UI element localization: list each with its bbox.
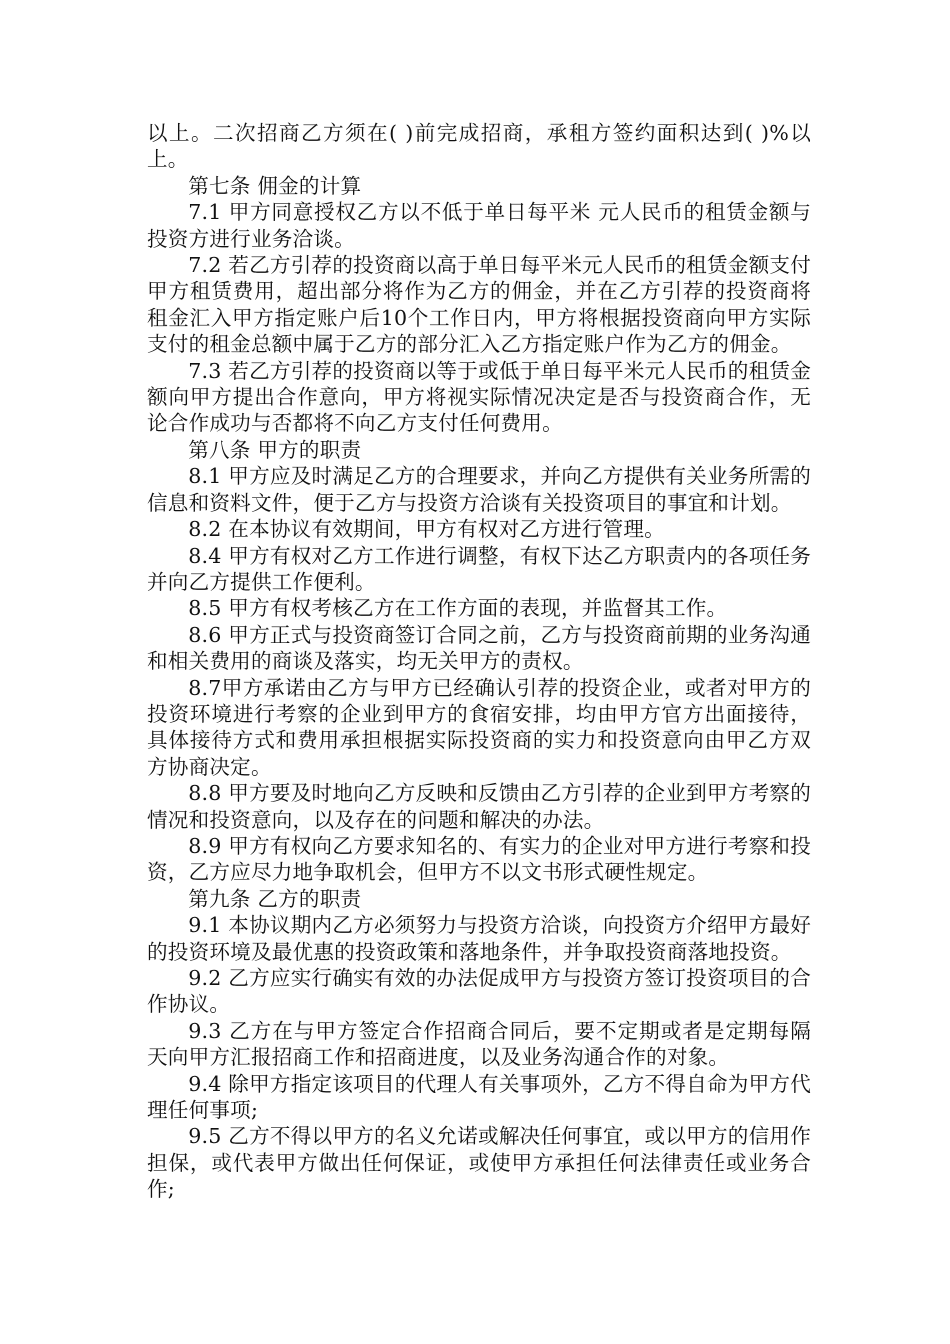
clause-8-1: 8.1 甲方应及时满足乙方的合理要求，并向乙方提供有关业务所需的信息和资料文件，便于乙方与投资方洽谈有关投资项目的事宜和计划。 xyxy=(147,464,811,515)
clause-9-2: 9.2 乙方应实行确实有效的办法促成甲方与投资方签订投资项目的合作协议。 xyxy=(147,966,811,1017)
clause-8-4: 8.4 甲方有权对乙方工作进行调整，有权下达乙方职责内的各项任务并向乙方提供工作便利。 xyxy=(147,543,811,594)
clause-8-7: 8.7甲方承诺由乙方与甲方已经确认引荐的投资企业，或者对甲方的投资环境进行考察的企业到甲方的食宿安排，均由甲方官方出面接待，具体接待方式和费用承担根据实际投资商的实力和投资意向由甲乙方双方协商决定。 xyxy=(147,675,811,779)
clause-8-5: 8.5 甲方有权考核乙方在工作方面的表现，并监督其工作。 xyxy=(188,596,728,621)
article-8-heading: 第八条 甲方的职责 xyxy=(188,437,362,462)
clause-8-2: 8.2 在本协议有效期间，甲方有权对乙方进行管理。 xyxy=(188,517,665,542)
clause-9-4: 9.4 除甲方指定该项目的代理人有关事项外，乙方不得自命为甲方代理任何事项; xyxy=(147,1071,811,1123)
clause-8-6: 8.6 甲方正式与投资商签订合同之前，乙方与投资商前期的业务沟通和相关费用的商谈及落实，均无关甲方的责权。 xyxy=(147,622,811,674)
clause-9-3: 9.3 乙方在与甲方签定合作招商合同后，要不定期或者是定期每隔 天向甲方汇报招商工作和招商进度，以及业务沟通合作的对象。 xyxy=(147,1018,811,1070)
clause-7-1: 7.1 甲方同意授权乙方以不低于单日每平米 元人民币的租赁金额与投资方进行业务洽谈。 xyxy=(147,200,811,251)
document-body xyxy=(147,120,811,1203)
clause-9-1: 9.1 本协议期内乙方必须努力与投资方洽谈，向投资方介绍甲方最好的投资环境及最优惠的投资政策和落地条件，并争取投资商落地投资。 xyxy=(147,913,811,964)
article-9-heading: 第九条 乙方的职责 xyxy=(188,886,362,911)
clause-7-2: 7.2 若乙方引荐的投资商以高于单日每平米元人民币的租赁金额支付甲方租赁费用，超出部分将作为乙方的佣金，并在乙方引荐的投资商将租金汇入甲方指定账户后10个工作日内，甲方将根据投资商向甲方实际支付的租金总额中属于乙方的部分汇入乙方指定账户作为乙方的佣金。 xyxy=(147,253,811,357)
article-7-heading: 第七条 佣金的计算 xyxy=(188,173,362,198)
clause-8-9: 8.9 甲方有权向乙方要求知名的、有实力的企业对甲方进行考察和投资，乙方应尽力地争取机会，但甲方不以文书形式硬性规定。 xyxy=(147,833,811,885)
clause-9-5: 9.5 乙方不得以甲方的名义允诺或解决任何事宜，或以甲方的信用作担保，或代表甲方做出任何保证，或使甲方承担任何法律责任或业务合作; xyxy=(147,1124,811,1202)
clause-7-3: 7.3 若乙方引荐的投资商以等于或低于单日每平米元人民币的租赁金额向甲方提出合作意向，甲方将视实际情况决定是否与投资商合作，无论合作成功与否都将不向乙方支付任何费用。 xyxy=(147,358,811,436)
clause-8-8: 8.8 甲方要及时地向乙方反映和反馈由乙方引荐的企业到甲方考察的情况和投资意向，以及存在的问题和解决的办法。 xyxy=(147,781,811,832)
paragraph-continuation: 以上。二次招商乙方须在( )前完成招商，承租方签约面积达到( )%以上。 xyxy=(147,121,811,172)
